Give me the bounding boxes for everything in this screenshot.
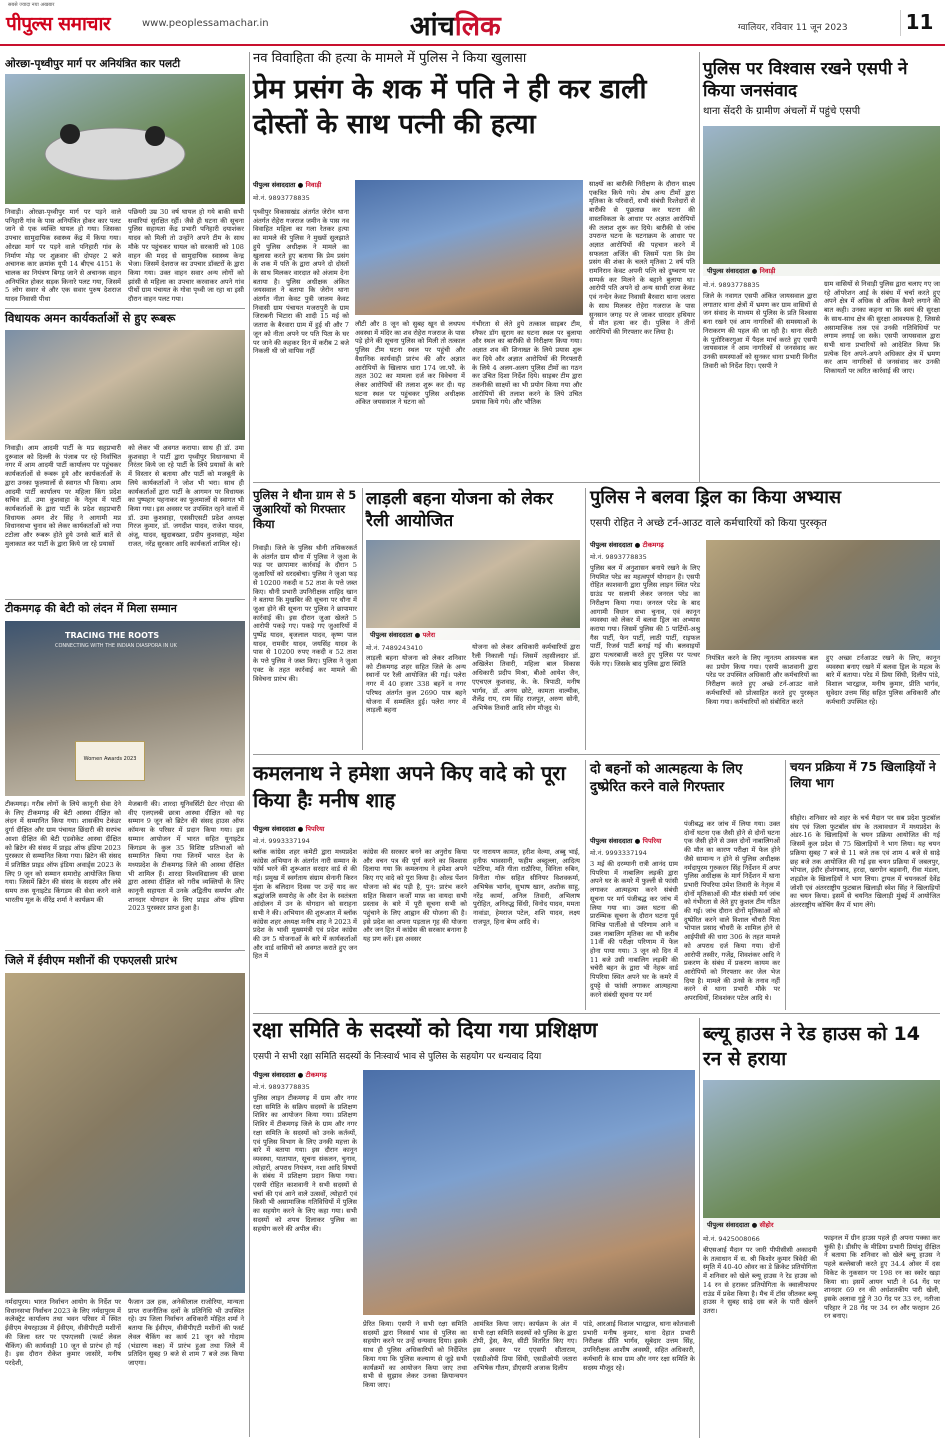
story-kamalnath-byline: पीपुल्स संवाददाता ● पिपरिया — [253, 825, 325, 833]
story-mla-headline[interactable]: विधायक अमन कार्यकर्ताओं से हुए रूबरू — [5, 311, 176, 325]
story-sisters-headline[interactable]: दो बहनों को आत्महत्या के लिए दुष्प्रेरित करने वाले गिरफ्तार — [590, 761, 743, 796]
story-gamblers — [253, 488, 357, 750]
overturned-car-icon — [5, 74, 245, 204]
story-lead-col2: लौटी और 8 जून को सुबह खून से लथपथ अवस्था में मंदिर का शव रोहेरा गजराज के पास पड़े होने की सूचना पुलिस को मिली तो तत्काल पुलिस टीम घटना स्थल पर पहुंची और वैधानिक कार्यवाही प्रारंभ की और अज्ञात आरोपियों के खिलाफ धारा 174 जा.फौ. के तहत 302 का मामला दर्ज कर विवेचना में लेकर आरोपियों की तलाश शुरू कर दी। यह घटना स्थल पर पहुंचकर पुलिस अधीक्षक अंकित जयसवाल ने घटना को — [355, 320, 465, 407]
story-raksha-col2: प्रेरित किया। एसपी ने सभी रक्षा समिति सदस्यों द्वारा निस्वार्थ भाव से पुलिस का सहयोग करने पर उन्हें धन्यवाद दिया। इसके साथ ही पुलिस अधिकारियों को निर्देशित किया गया कि पुलिस कल्याण से जुड़े सभी कार्यक्रमों का आयोजन किया जाए तथा सभी से सुझाव लेकर उनका क्रियान्वयन किया जाए। — [363, 1320, 467, 1389]
story-evm-col1: नर्मदापुरम। भारत निर्वाचन आयोग के निर्देश पर विधानसभा निर्वाचन 2023 के लिए नर्मदापुरम में कलेक्ट्रेट कार्यालय तथा भवन परिसर में स्थित ईवीएम वेयरहाउस में ईवीएम, वीवीपीएटी मशीनों की जिला स्तर पर एफएलसी (फर्स्ट लेवल चैकिंग) की कार्यवाही 10 जून से प्रारंभ हो गई है। इस दौरान रोकेश कुमार जासोरे, मनीष परदेशी, — [5, 1298, 121, 1367]
story-kamalnath-col3: पर नारायण कामत, हरीश वेल्मा, अब्बु भाई, हनीफ भावसानी, फहीम अब्दुल्ला, आदित्य पटेरिया, मति गीता राठौरिया, विनिता रुबिन, विनीता गोरू सहित सीनियर विशवकर्मा, अभिषेक भार्गव, सुभाष खान, अशोक साहू, नरेंद्र कार्मा, अनिल तिवारी, अभिलाष पुरोहित, अनिरुद्ध सिंधी, विनोद यादव, ममता नावांडा, हेमराज पटेल, शशि यादव, लक्ष्य राजपूत, हिना बेग्म आदि थे। — [473, 848, 580, 926]
raksha-training-photo — [363, 1070, 695, 1315]
story-raksha-col4: पांडे, आरआई विशाल भारद्वाज, थाना कोतवाली प्रभारी मनीष कुमार, थाना देहात प्रभारी निरीक्षक प्रीति भार्गव, सूबेदार उत्तम सिंह, उपनिरीक्षक आशीष अवस्थी, सहित अधिकारी, कर्मचारी के साथ ग्राम और नगर रक्षा समिति के सदस्य मौजूद रहे। — [583, 1320, 695, 1372]
cricket-photo-caption: पीपुल्स संवाददाता ● सीहोर — [703, 1218, 940, 1230]
story-sp — [703, 58, 940, 480]
sp-photo-caption: पीपुल्स संवाददाता ● निवाड़ी — [703, 264, 940, 276]
story-raksha-mobile: मो.नं. 9893778835 — [253, 1083, 310, 1091]
story-drill-byline: पीपुल्स संवाददाता ● टीकमगढ़ — [590, 541, 664, 549]
cricket-match-photo — [703, 1080, 940, 1230]
evm-inspection-photo — [5, 973, 245, 1293]
story-evm-headline[interactable]: जिले में ईवीएम मशीनों की एफएलसी प्रारंभ — [5, 954, 177, 967]
story-kamalnath-col2: कांग्रेस की सरकार बनने का अनुरोध किया और वचन पत्र की पूर्ण करने का विश्वास दिलाया गया कि कमलनाथ ने हमेशा अपने किए गए वादे को पूरा किया है। ओल्ड पेंशन योजना को बंद पड़ी है, पुन: प्रारंभ करने सहित किसान कर्जों माफ़ का वायदा सभी प्रस्ताव के बारे में पूरी सूचना सभी को पहुंचाने के लिए आह्वान की योजना की है। इसे प्रदेश का अपना पड़ताल गृह की योजना और जन हित में कांग्रेस की सरकार बनाना है यह प्रण करें। इस अवसर — [363, 848, 468, 944]
story-mla-col1: निवाड़ी। आम आदमी पार्टी के मप्र सहप्रभारी दुरूवाल को दिल्ली के पंजाब पर रहे निर्वाचित नगर में आम आदमी पार्टी कार्यालय पर पहुंचकर कार्यकर्ताओं से रूबरू हुये और कार्यकर्ताओं के द्वारा उनका फूलमालों से स्वागत भी किया। आम आदमी पार्टी कार्यालय पर महिला किंग प्रदेश सचिव डॉ. उमा कुशवाहा के नेतृत्व में पार्टी कार्यकर्ताओं के द्वारा पार्टी के प्रदेश सहप्रभारी विधायक अमन शेर सिंह ने आगामी मप्र विधानसभा चुनाव को लेकर कार्यकर्ताओं को नया टटोला और रूबरू होते हुये उनसे बातें बातें से मुलाकात कर पार्टी के द्वारा किये जा रहे प्रयासों — [5, 444, 121, 548]
brand-logo[interactable] — [6, 2, 141, 36]
story-london-headline[interactable]: टीकमगढ़ की बेटी को लंदन में मिला सम्मान — [5, 602, 177, 615]
story-raksha-subhead: एसपी ने सभी रक्षा समिति सदस्यों के निःस्वार्थ भाव से पुलिस के सहयोग पर धन्यवाद दिया — [253, 1052, 542, 1062]
story-ladli-mobile: मो.नं. 7489243410 — [366, 644, 423, 652]
story-sisters-col1: 3 मई की दरम्यानी रात्री आनंद ग्राम पिपरिया में नाबालिग लड़की द्वारा अपने घर के कमरे में फुल्ली से फांसी लगाकर आत्महत्या करने संबंधी सूचना पर मर्ग पंजीबद्ध कर जांच में लिया गया था। उक्त घटना की प्रारम्भिक सूचना के दौरान घटना पूर्व विभिन्न पार्तीओ से परिणाम आने व उक्त नाबालिग मृतिका का भी करीब 11वीं की परीक्षा परिणाम में फेल होना पाया गया। 3 जून को दिन में 11 बजे उसी नाबालिग लड़की की चचेरी बहन के द्वारा भी नेहरू वार्ड पिपरिया स्थित अपने घर के कमरे में दुपट्टे से फांसी लगाकर आत्महत्या करने संबंधी सूचना पर मर्ग — [590, 860, 678, 999]
story-sp-mobile: मो.नं. 9893778835 — [703, 281, 760, 289]
story-cricket — [703, 1022, 940, 1438]
police-press-conference-photo — [355, 180, 583, 315]
story-sisters-col2: पंजीबद्ध कर जांच में लिया गया। उक्त दोनों घटना एक जैसी होने से दोनों घटना एक जैसी होने से उक्त दोनों नाबालिगओं की मौत का कारण परीक्षा में फेल होने जैसे सामान्य न होने से पुलिस अधीक्षक नर्मदापुरम गुरुकरन सिंह निर्देशन में अपर पुलिस अधीक्षक के मार्ग निर्देशन में थाना प्रभारी पिपरिया उमेश तिवारी के नेतृत्व में दोनों मृतिकाओं की मौत संबंधी मर्ग जांच को गंभीरता से लेते हुए कुशल टीम गठित की गई। जांच दौरान दोनों मृतिकाओं को दुष्प्रेरित करने वाले विशाल चौधरी पिता भोपाल प्रसाद चौधरी के शामिल होने से आईपीसी की धारा 306 के तहत मामले को अपराध दर्ज किया गया। दोनों आरोपी तस्वीर, गजेंद्र, शिवशंकर आदि ने प्रकरण के संबंध में प्रकरण कायम कर आरोपियों को गिरफ्तार कर जेल भेज दिया है। मामले की उनसे के तनाव नहीं करने से थाना प्रभारी मौके पर अपराधियों, शिवशंकर पटेल आदि थे। — [684, 820, 780, 1003]
story-sisters — [590, 760, 780, 1010]
story-cricket-headline[interactable]: ब्ल्यू हाउस ने रेड हाउस को 14 रन से हराया — [703, 1023, 920, 1070]
story-football — [790, 760, 940, 1010]
story-raksha-headline[interactable]: रक्षा समिति के सदस्यों को दिया गया प्रशिक्षण — [253, 1018, 598, 1042]
brand-name: पीपुल्स समाचार — [6, 13, 111, 35]
story-sisters-mobile: मो.नं. 9993337194 — [590, 849, 647, 857]
story-lead-col4: साक्ष्यों का बारीकी निरीक्षण के दौरान साक्ष्य एकत्रित किये गये। शेष अन्य टीमों द्वारा मृतिका के परिवारों, सभी संबंधी रिश्तेदारों से बारीकी से पूछताछ कर घटना की वास्तविकता के आधार पर अज्ञात आरोपियों की तलाश शुरू कर दिये। बारीकी से जांच उपरान्त घटना के घटनाक्रम के आधार पर अज्ञात आरोपियों की पहचान करने में सफलता अर्जित की जिसमें पता कि प्रेम प्रसंग की शंका के चलते मृतिका 2 वर्ष पति रामनिरान केवट अपनी पत्नि को दुष्चरण पर सम्पर्क कर मिलने के बहाने बुलाया था। आरोपी पति अपने दो अन्य साथी राजा केवट एवं नन्देन केवट निवासी बैरवारा थाना जतारा के साथ मिलकर रोहेरा गजराज के पास सुनसान जगह पर ले जाकर धारदार हथियार से मौत हत्या कर दी। पुलिस ने तीनों आरोपियों की गिरफ्तार कर लिया है। — [589, 180, 695, 336]
story-cricket-col1: बीएसआई मैदान पर जारी पीपीसीसी अकादमी के तत्वाधान में स. श्री किशोर कुमार त्रिवेदी की स्मृति में 40-40 ओवर का डे क्रिकेट प्रतियोगिता में शनिवार को खेले ब्ल्यू हाउस ने रेड हाउस को 14 रन से हराकर प्रतियोगिता के क्वालीफायर राउंड में प्रवेश किया है। मैच में टॉस जीतकर ब्ल्यू हाउस ने सुबह साढ़े दस बजे के पारी खेलने उतरा। — [703, 1246, 817, 1315]
page-number: 11 — [900, 10, 938, 36]
story-cricket-mobile: मो.नं. 9425008066 — [703, 1235, 760, 1243]
award-certificate-title: Women Awards 2023 — [83, 756, 137, 762]
byline-reporter: पीपुल्स संवाददाता — [253, 181, 296, 189]
story-lead-byline: पीपुल्स संवाददाता ● निवाड़ी — [253, 181, 322, 189]
section-title-suffix: लिक — [454, 11, 501, 42]
story-car-col1: निवाड़ी। ओरछा-पृथ्वीपुर मार्ग पर पड़ने वाले पनिहारी गांव के पास अनियंत्रित होकर कार पलट जाने से एक व्यक्ति घायल हो गया। जिसका उपचार सामुदायिक स्वास्थ्य केंद्र में किया गया। ओरछा मार्ग पर पड़ने वाले पनिहारी गांव के निर्माण मोड़ पर शुक्रवार की दोपहर 2 बजे अचानक कार क्रमांक यूपी 14 बीएच 4151 के चालक का नियंत्रण बिगड़ जाने से अचानक वाहन अनियंत्रित होकर सड़क किनारे पलट गया, जिसमें 5 लोग सवार थे और एक सवार पुरुष देशराज यादव निवासी पीथा — [5, 208, 121, 304]
story-lead-headline[interactable]: प्रेम प्रसंग के शक में पति ने ही कर डाली दोस्तों के साथ पत्नी की हत्या — [253, 74, 647, 141]
site-url[interactable]: www.peoplessamachar.in — [142, 18, 269, 29]
story-lead-mobile: मो.नं. 9893778835 — [253, 194, 310, 202]
story-lead-col1: पृथ्वीपुर विकासखंड अंतर्गत जेरोन थाना अंतर्गत रोहेरा गजराज जमीन के पास नव विवाहित महिला का गला रेतकर हत्या का मामले की पुलिस ने मुख्यों सुलझाते हुये पुलिस अधीक्षक ने मामले का खुलासा करते हुए बताया कि प्रेम प्रसंग के शक में पति के द्वारा अपने दो दोस्तों के साथ मिलकर वारदात को अंजाम देना बताया है। पुलिस अधीक्षक अंकित जयसवाल ने बताया कि जेरोन थाना अंतर्गत नीता केवट पुत्री जालम केवट निवासी ग्राम पंचायत मजरापुरी के ग्राम जिराबनी भिटारा की शादी 15 मई को जतारा के बैरवारा ग्राम में हुई थी और 7 जून को नीता अपने पर पति पिता के घर पर जाने की कहकर दिन में करीब 2 बजे निकली थी जो वापिस नहीं — [253, 208, 349, 356]
story-drill-col3: हुए अच्छा टर्नआउट रखने के लिए, कानून व्यवस्था बनाए रखने में बलवा ड्रिल के महत्व के बारे में बताया। परेड में प्रिया सिंघी, दिलीप पांडे, विशाल भारद्वाज, मनीष कुमार, प्रीति भार्गव, सुवेदार उत्तम सिंह सहित पुलिस अधिकारी और कर्मचारी उपस्थित रहे। — [826, 654, 940, 706]
drill-parade-photo — [706, 540, 940, 650]
story-drill — [590, 488, 940, 750]
story-mla-col2: को लेकर भी अवगत कराया। साथ ही डॉ. उमा कुशवाहा ने पार्टी द्वारा पृथ्वीपुर विधानसभा में निरंतर किये जा रहे पार्टी के लिये प्रयासों के बारे में विस्तार से बताया और पार्टी को मजबूती के लिये कार्यकर्ताओं ने जोश भी भरा। साथ ही कार्यकर्ताओं द्वारा पार्टी के आगमन पर विधायक का पुष्पहार पहनाकर का फूलमालों से स्वागत भी किया गया। इस अवसर पर उपस्थित रहने वालों में डॉ. उमा कुशवाहा, एससीएसटी प्रदेश अध्यक्ष गिरज कुमार, डॉ. जगदीश यादव, राजेश यादव, अंजू, यादव, खुदाबख्शा, प्रदीप कुशवाहा, महेश राजत, नरेंद्र सुरकार आदि कार्यकर्ता शामिल रहे। — [128, 444, 244, 548]
story-evm — [5, 955, 245, 1435]
story-raksha-byline: पीपुल्स संवाददाता ● टीकमगढ़ — [253, 1071, 327, 1079]
story-lead-kicker[interactable]: नव विवाहिता की हत्या के मामले में पुलिस ने किया खुलासा — [253, 51, 527, 66]
ladli-photo-caption: पीपुल्स संवाददाता ● पलेरा — [366, 628, 580, 640]
brand-tagline: सबसे ज्यादा नया अखबार — [8, 2, 55, 8]
story-london-col2: मेजबानी की। शारदा यूनिवर्सिटी ग्रेटर नोएडा की वीए एलएलबी छात्रा आस्था दीक्षित को यह सम्मान 9 जून को ब्रिटेन की संसद हाउस ऑफ कॉमन्स के परिसर में प्रदान किया गया। इस सम्मान आयोजन में भारत सहित यूनाइटेड किंगडम के कुल 35 विशिष्ट प्रतिभाओं को सम्मानित किया गया जिनमें भारत देश के मध्यप्रदेश के टीकमगढ़ जिले की आस्था दीक्षित भी शामिल हैं। शारदा विश्वविद्यालय की छात्रा द्वारा आस्था दीक्षित को गरीब व्यक्तियों के लिए कानूनी सहायता में उनके अद्वितीय समर्पण और शानदार योगदान के लिए प्राइड ऑफ इंडिया 2023 पुरस्कार प्राप्त हुआ है। — [128, 800, 244, 913]
byline-place: निवाड़ी — [305, 181, 322, 189]
story-sp-col1: जिले के नवागत एसपी अंकित जायसवाल द्वारा लगातार थाना क्षेत्रों में भ्रमण कर ग्राम वासियों से जन संवाद के माध्यम से पुलिस के प्रति विश्वास बना रखने एवं आम नागरिकों की समस्याओं के निराकरण की पहल की जा रही है। थाना सेंदरी के पुतोरिकरगुआ में पैदल मार्च करते हुए एसपी जायसवाल ने आम नागरिकों से जनसंवाद कर उनकी समस्याओं को सुनकर थाना प्रभारी विनीत तिवारी को निर्देश दिए। एसपी ने — [703, 292, 817, 370]
sp-villagers-photo — [703, 126, 940, 276]
story-lead — [253, 52, 695, 478]
story-cricket-col2: फाइनल में ग्रीन हाउस पहले ही अपना पक्का कर चुकी है। डीसीए के मीडिया प्रभारी प्रियांशु दीक्षित ने बताया कि शनिवार को खेले ब्ल्यू हाउस ने पहले बल्लेबाजी करते हुए 34.4 ओवर में दस विकेट के नुकसान पर 198 रन का स्कोर खड़ा किया था। इसमें आयन भाटी ने 64 गेंद पर शानदार 69 रन की अर्धशतकीय पारी खेली, इसके अलावा गुड्डे ने 30 गेंद पर 33 रन, नतीजा परिहार ने 28 गेंद पर 34 रन और फरहान 26 रन बनाए। — [824, 1234, 940, 1321]
masthead — [0, 0, 945, 46]
story-ladli-col2: योजना को लेकर अधिकारी कर्मचारियों द्वारा रैली निकाली गई। जिसमें तहसीलदार डॉ. अखिलेश तिवारी, महिला बाल विकास अधिकारी प्रदीप मिश्रा, बीओ आयेश जैन, एएचएल कुशवाह, के. के. त्रिपाठी, मनीष भार्गव, डॉ. अनय छोटे, कामता वाल्मीक, शैलेंद्र राय, राम सिंह राजपूत, अरुण सोनी, अभिषेक तिवारी आदि लोग मौजूद थे। — [472, 643, 580, 712]
story-kamalnath-col1: ब्लॉक कांग्रेस शहर कमेटी द्वारा मध्यप्रदेश कांग्रेस अभियान के अंतर्गत नारी सम्मान के फॉर्म भरने की शुरूआत सरदार वार्ड से की गई। प्रमुख में स्वर्गताय संग्राम सेनानी किरन मुंशा के बलिदान दिवस पर उन्हें याद कर श्रद्धांजलि समारोह के और देश के स्वतंत्रता आंदोलन में उन के योगदान को सराहना सभी ने की। अभियान की शुरूआत में ब्लॉक कांग्रेस शहर अध्यक्ष मनीष शाह ने 2023 में प्रदेश के भावी मुख्यमंत्री एवं प्रदेश कांग्रेस की उन 5 योजनाओं के बारे में कार्यकर्ताओं और वार्ड वासियों को अवगत कराते हुए जन हित में — [253, 848, 357, 961]
story-football-headline[interactable]: चयन प्रक्रिया में 75 खिलाड़ियों ने लिया भाग — [790, 760, 936, 790]
story-drill-mobile: मो.नं. 9893778835 — [590, 553, 647, 561]
london-award-photo — [5, 621, 245, 796]
ladli-rally-photo — [366, 540, 580, 640]
story-raksha-col3: आमंत्रित किया जाए। कार्यक्रम के अंत में सभी रक्षा समिति सदस्यों को पुलिस के द्वारा टोपी, ड्रेस, कैप, सीटी वितरित किए गए। इस अवसर पर एएसपी सीताराम, एसडीओपी प्रिया सिंघी, एसडीओपी जतारा अभिषेक गौतम, डीएसपी अजाक दिलीप — [473, 1320, 577, 1372]
story-car-col2: पछियरी उम्र 30 वर्ष घायल हो गये बाकी सभी सवारियां सुरक्षित रहीं। जैसे ही घटना की सूचना पुलिस सहायता केंद्र प्रभारी पनिहारी दयाशंकर यादव को मिली तो उन्होंने अपने टीम के साथ मौके पर पहुंचकर घायल को सरकारी को 108 वाहन की मदद से सामुदायिक स्वास्थ्य केन्द्र भेजा। जिसमें देशराज का उपचार डॉक्टरों के द्वारा किया गया। उक्त वाहन सवार अन्य लोगों को झांसी से महिला का उपचार करवाकर अपने गांव पीथों ग्राम पंचायत के गोवा पृथ्वी जा रहा था इसी दौरान वाहन पलट गया। — [128, 208, 244, 304]
story-drill-headline[interactable]: पुलिस ने बलवा ड्रिल का किया अभ्यास — [590, 487, 842, 508]
story-car-headline[interactable]: ओरछा-पृथ्वीपुर मार्ग पर अनियंत्रित कार पलटी — [5, 58, 181, 70]
story-football-col1: सीहोर। शनिवार को शहर के चर्च मैदान पर सब प्रदेश फुटबॉल संघ एवं जिला फुटबॉल संघ के तत्वावधान में मध्यप्रदेश के अंडर-16 के खिलाड़ियों के चयन प्रक्रिया आयोजित की गई जिसमें कुल प्रदेश से 75 खिलाड़ियों ने भाग लिया। यह चयन प्रक्रिया सुबह 7 बजे से 11 बजे तक एवं शाम 4 बजे से साढ़े छह बजे तक आयोजित की गई इस चयन प्रक्रिया में जबलपुर, भोपाल, इंदौर होशंगाबाद, हरदा, खरगोन बड़वानी, रीवा मंडला, शहडोल के खिलाड़ियों ने भाग लिया। ट्रायल में चयनकर्ता देवेंद्र जोशी एवं अंतरराष्ट्रीय फुटबाल खिलाड़ी स्वेश सिंह ने खिलाड़ियों का चयन किया। इसमें से चयनित खिलाड़ी मुंबई में आयोजित अंतरराष्ट्रीय कोचिंग कैंप में भाग लेंगे। — [790, 814, 940, 910]
story-evm-col2: फैजान उल हक, अनेकीलाल राजोरिया, मान्यता प्राप्त राजनीतिक दलों के प्रतिनिधि भी उपस्थित रहे। उप जिला निर्वाचन अधिकारी मोहित शर्मा ने बताया कि ईवीएम, वीवीपीएटी मशीनों की फर्स्ट लेवल चैकिंग का कार्य 21 जून को गोदाम (भंडारण कक्ष) में प्रारंभ हुआ तथा जिले में प्रतिदिन सुबह 9 बजे से शाम 7 बजे तक किया जाएगा। — [128, 1298, 244, 1367]
award-certificate — [75, 741, 145, 781]
story-drill-col2: नियंत्रित करने के लिए न्यूनतम आवश्यक बल का प्रयोग किया गया। एसपी काशवानी द्वारा परेड पर उपस्थित अधिकारी और कर्मचारियों का निरीक्षण करते हुए अच्छे टर्न-आउट वाले कर्मचारियों को प्रोत्साहित करते हुए पुरस्कृत किया गया। कर्मचारियों को संबोधित करते — [706, 654, 818, 706]
story-lead-col3: गंभीरता से लेते हुये तत्काल साइबर टीम, स्नैफर डॉग सुराग का घटना स्थल पर बुलाया और स्थल का बारीकी से निरीक्षण किया गया। अज्ञात शव की शिनाख्त के लिये प्रयास शुरू कर दिये और अज्ञात आरोपियों की गिरफ्तारी के लिये 4 अलग-अलग पुलिस टीमों का गठन कर उचित दिशा निर्देश दिये। साइबर टीम द्वारा तकनीकी साक्ष्यों का भी प्रयोग किया गया और आरोपियों की तलाश करने के लिये उचित प्रयास किये गये। और भौतिक — [472, 320, 582, 407]
story-sisters-byline: पीपुल्स संवाददाता ● पिपरिया — [590, 837, 662, 845]
section-title — [410, 6, 540, 40]
story-car — [5, 58, 245, 306]
photo-banner-sub: CONNECTING WITH THE INDIAN DIASPORA IN UK — [55, 643, 177, 649]
story-raksha-col1: पुलिस लाइन टीकमगढ़ में ग्राम और नगर रक्षा समिति के सक्रिय सदस्यों के प्रशिक्षण शिविर का आयोजन किया गया। प्रशिक्षण शिविर में टीकमगढ़ जिले के ग्राम और नगर रक्षा समिति के सदस्यों को उनके कर्तव्यों, एवं पुलिस विभाग के लिए उनकी महत्ता के बारे में बताया गया। इस दौरान कानून व्यवस्था, यातायात, सूचना संकलन, चुनाव, त्योहारों, अपराध नियंत्रण, नशा आदि विषयों के संबंध में प्रशिक्षण प्रदान किया गया। एसपी रोहित काशवानी ने सभी सदस्यों से चर्चा की एवं आने वाले उत्सवों, त्योहारों एवं किसी भी असामाजिक गतिविधियों में पुलिस का सहयोग करने के लिए कहा गया। सभी सदस्यों को शपथ दिलाकर पुलिस का सहयोग करने की अपील की। — [253, 1094, 357, 1233]
section-title-prefix: आंच — [410, 11, 455, 42]
mla-group-photo — [5, 330, 245, 440]
story-kamalnath-mobile: मो.नं. 9993337194 — [253, 837, 310, 845]
story-ladli — [366, 488, 580, 750]
story-drill-col1: पुलिस बल में अनुशासन बनाये रखने के लिए नियमित परेड का महत्वपूर्ण योगदान है। एसपी रोहित काशवानी द्वारा पुलिस लाइन स्थित परेड ग्राउंड पर सलामी लेकर जनरल परेड का निरीक्षण किया गया। जनरल परेड के बाद आगामी विधान सभा चुनाव, एवं कानून व्यवस्था को लेकर में बलवा ड्रिल का अभ्यास कराया गया। जिसमें पुलिस की 5 पार्टियों-अश्रु गैस पार्टी, फेन पार्टी, लाठी पार्टी, राइफल पार्टी, रिजर्व पार्टी बनाई गई थी। बलवाइयों द्वारा पत्थरबाजी करते हुए पुलिस पर पत्थर फेंके गए। जिसके बाद पुलिस द्वारा स्थिति — [590, 564, 700, 668]
photo-banner-title: TRACING THE ROOTS — [65, 631, 160, 640]
story-london — [5, 603, 245, 948]
story-drill-subhead: एसपी रोहित ने अच्छे टर्न-आउट वाले कर्मचारियों को किया पुरस्कृत — [590, 518, 827, 529]
story-sp-headline[interactable]: पुलिस पर विश्वास रखने एसपी ने किया जनसंवाद — [703, 59, 908, 102]
story-raksha — [253, 1018, 695, 1438]
story-sp-col2: ग्राम वासियों से निवाड़ी पुलिस द्वारा चलाए गए जा रहे ऑपरेशन आई के संबंध में चर्चा करते हुए अपने क्षेत्र में अधिक से अधिक कैमरे लगाने की बात कही। उनका कहना था कि स्वयं की सुरक्षा के साथ-साथ क्षेत्र की सुरक्षा आवश्यक है, जिससे असामाजिक तत्व एवं उनकी गतिविधियों पर लगाम लगाई जा सके। एसपी जायसवाल द्वारा सभी थाना प्रभारियों को आदेशित किया कि प्रत्येक दिन अपने-अपने अधिकार क्षेत्र में भ्रमण कर आम नागरिकों से जनसंवाद कर उनकी शिकायतों पर त्वरित कार्रवाई की जाए। — [824, 280, 940, 376]
story-sp-subhead: थाना सेंदरी के ग्रामीण अंचलों में पहुंचे एसपी — [703, 106, 861, 117]
story-kamalnath-headline[interactable]: कमलनाथ ने हमेशा अपने किए वादे को पूरा किया हैः मनीष शाह — [253, 761, 566, 812]
story-gamblers-headline[interactable]: पुलिस ने थौना ग्राम से 5 जुआरियों को गिरफ्तार किया — [253, 488, 357, 531]
story-mla — [5, 312, 245, 597]
story-ladli-col1: लाड़ली बहना योजना को लेकर शनिवार को टीकमगढ़ शहर सहित जिले के अन्य स्थानों पर रैली आयोजित की गई। पलेरा नगर में 40 हजार 338 बहनें व नगर परिषद अंतर्गत कुल 2690 पात्र बहने योजना में सम्मलित हुई। पलेरा नगर में लाड़ली बहना — [366, 654, 466, 715]
dateline: ग्वालियर, रविवार 11 जून 2023 — [738, 23, 848, 33]
story-gamblers-col1: निवाड़ी। जिले के पुलिस थौनी तथिकरकर्त के अंतर्गत ग्राम थौना में पुलिस ने जुआ के फड़ पर छापामार कार्रवाई के दौरान 5 जुआरियों को धरदबोचा। पुलिस ने जुआ फड़ से 10200 नकदी व 52 ताश के पत्ते जब्त किए। थौनी प्रभारी उपनिरीक्षक शाहिद खान ने बताया कि मुखबिर की सूचना पर थौना में जुआ होने की सूचना पर पुलिस ने छापामार कार्रवाई की। इस दौरान जुआ खेलते 5 आरोपी पकड़े गए। पकड़े गए जुआरियों में पुष्पेंद्र यादव, बृजलाल यादव, कृष्ण पाल यादव, रामवीर यादव, जयसिंह यादव के पास से 10200 रुपए नकदी व 52 ताश के पत्ते पुलिस ने जब्त किए। पुलिस ने जुआ एक्ट के तहत कार्रवाई कर मामले की विवेचना प्रारंभ की। — [253, 544, 357, 683]
story-london-col1: टीकमगढ़। गरीब लोगों के लिये कानूनी सेवा देने के लिए टीकमगढ़ की बेटी आस्था दीक्षित को लंदन में सम्मानित किया गया। शासकीय टेकंडर दुर्गा दीक्षित और ग्राम पंचायत छिंदारी की सरपंच आशा दीक्षित की बेटी एडवोकेट आस्था दीक्षित को ब्रिटेन की संसद में प्राइड ऑफ इंडिया 2023 पुरस्कार से सम्मानित किया गया। ब्रिटेन की संसद में प्रतिष्ठित प्राइड ऑफ इंडिया अवार्ड्स 2023 के लिए 9 जून को सम्मान समारोह आयोजित किया गया। जिसमें ब्रिटेन की संसद के सदस्य और लंबे समय तक यूनाइटेड किंगडम की सेवा करने वाले भारतीय मूल के वीरेंद्र शर्मा ने कार्यक्रम की — [5, 800, 121, 904]
car-accident-photo — [5, 74, 245, 204]
story-ladli-headline[interactable]: लाड़ली बहना योजना को लेकर रैली आयोजित — [366, 489, 553, 532]
